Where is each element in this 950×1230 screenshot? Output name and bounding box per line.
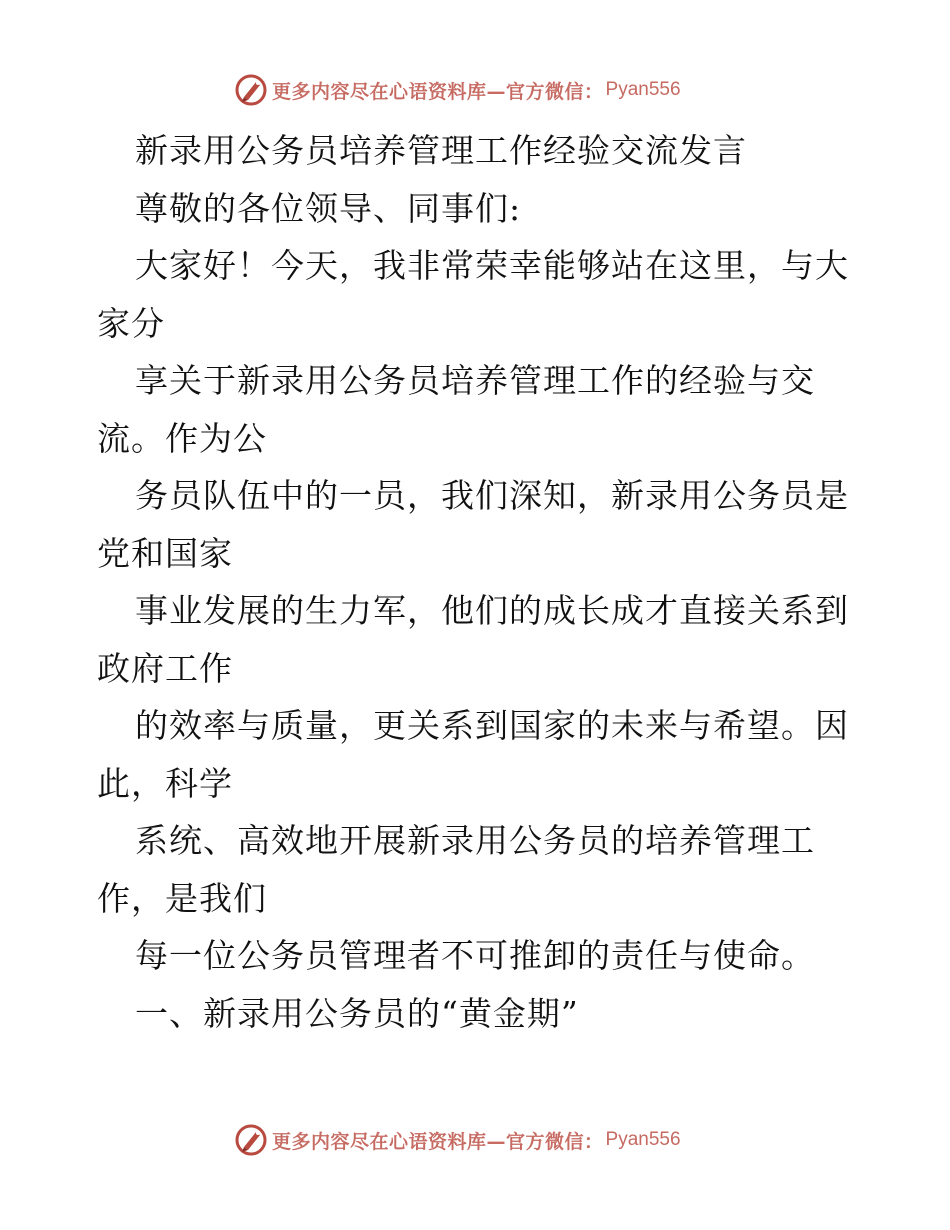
text-line: 系统、高效地开展新录用公务员的培养管理工 — [135, 821, 815, 860]
text-line: 事业发展的生力军，他们的成长成才直接关系到 — [135, 591, 849, 630]
watermark-text: 更多内容尽在心语资料库—官方微信： — [272, 80, 604, 103]
watermark-account: Pyan556 — [605, 1129, 681, 1150]
text-line: 大家好！今天，我非常荣幸能够站在这里，与大 — [135, 246, 849, 285]
text-line: 作，是我们 — [97, 878, 267, 918]
text-line: 一、新录用公务员的“黄金期” — [135, 993, 579, 1033]
text-line: 新录用公务员培养管理工作经验交流发言 — [135, 131, 747, 170]
watermark-text: 更多内容尽在心语资料库—官方微信： — [272, 1130, 604, 1153]
watermark-account: Pyan556 — [605, 79, 681, 100]
text-line: 政府工作 — [97, 648, 233, 688]
text-line: 党和国家 — [97, 533, 233, 573]
text-line: 家分 — [97, 303, 165, 343]
text-line: 尊敬的各位领导、同事们: — [135, 188, 522, 228]
pen-logo-icon — [234, 1123, 268, 1157]
text-line: 流。作为公 — [97, 418, 267, 458]
document-body — [97, 122, 857, 1042]
text-line: 务员队伍中的一员，我们深知，新录用公务员是 — [135, 476, 849, 515]
text-line: 享关于新录用公务员培养管理工作的经验与交 — [135, 361, 815, 400]
pen-logo-icon — [234, 73, 268, 107]
watermark-footer — [234, 1122, 681, 1158]
watermark-header — [234, 72, 681, 108]
text-line: 每一位公务员管理者不可推卸的责任与使命。 — [135, 936, 815, 975]
text-line: 的效率与质量，更关系到国家的未来与希望。因 — [135, 706, 849, 745]
text-line: 此，科学 — [97, 763, 233, 803]
